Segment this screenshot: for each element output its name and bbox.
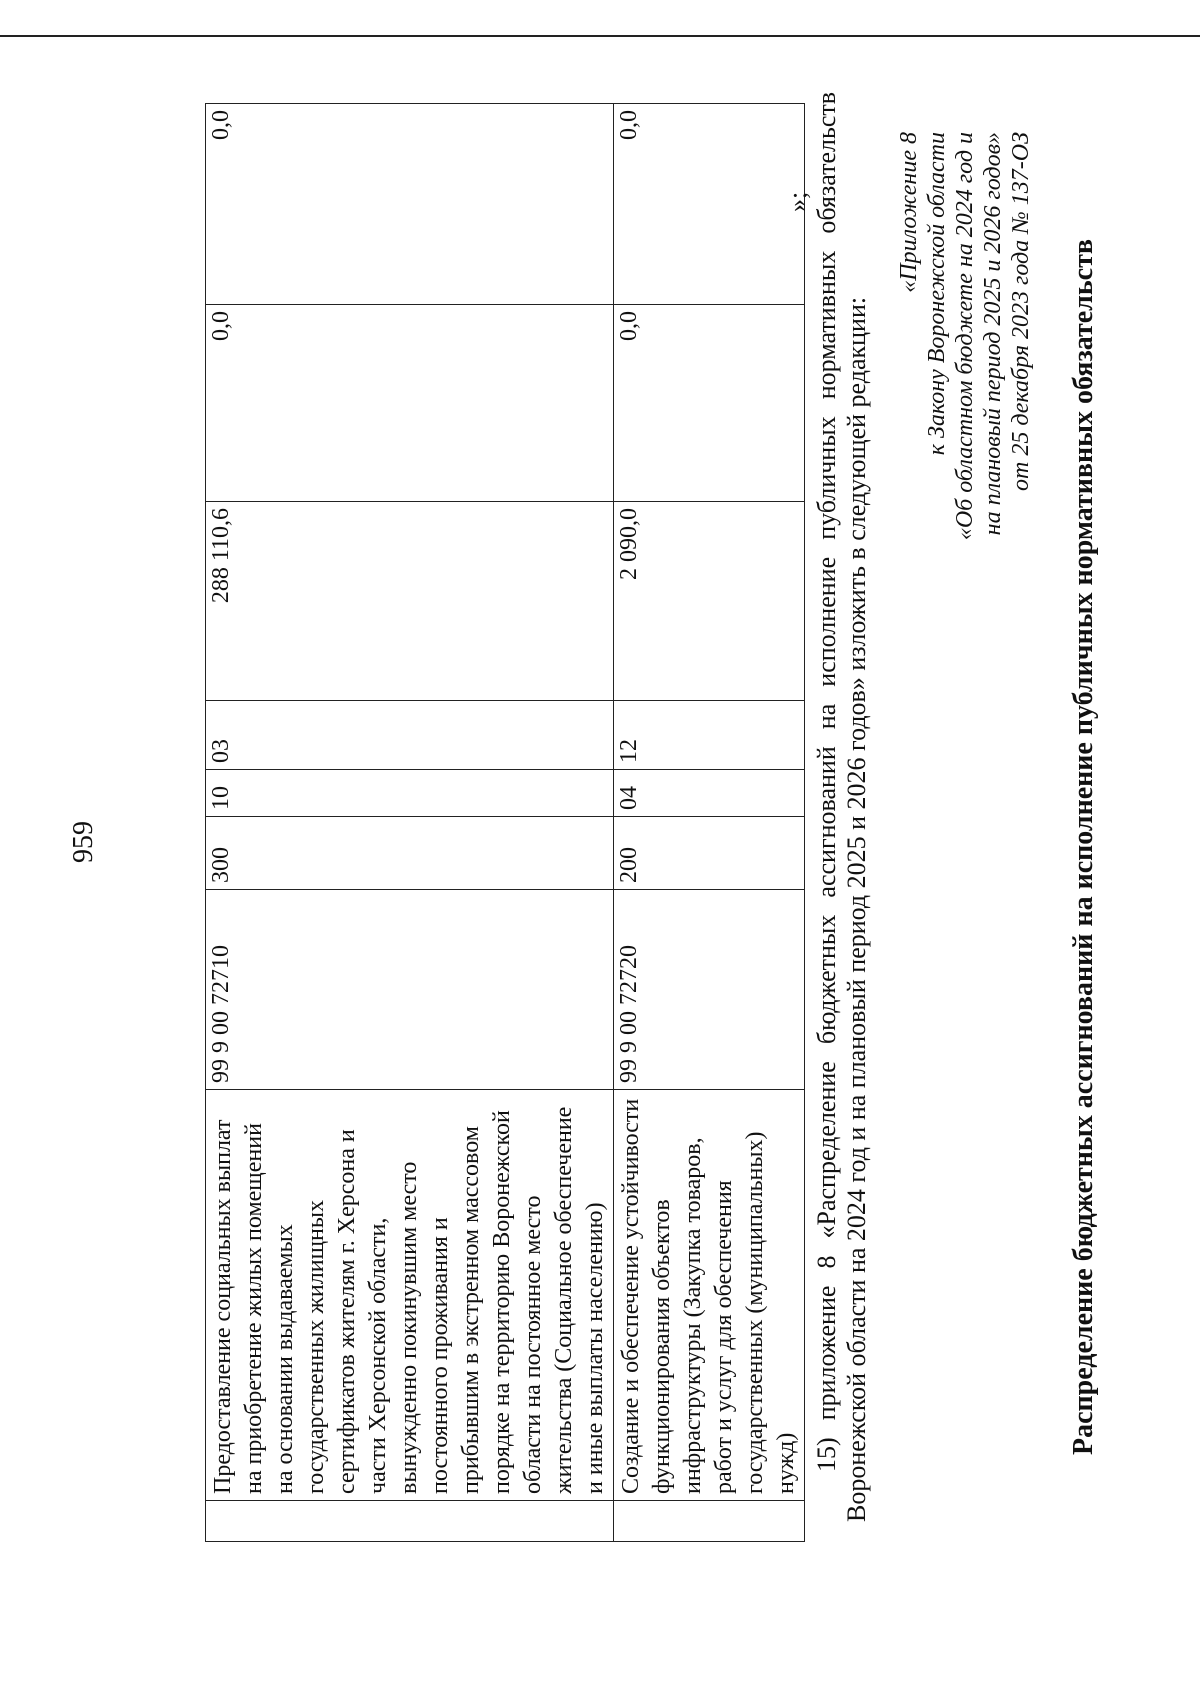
amount-2025: 0,0 bbox=[614, 305, 805, 502]
closing-quote: »; bbox=[783, 191, 812, 212]
amount-2024: 288 110,6 bbox=[206, 502, 614, 701]
amount-2024: 2 090,0 bbox=[614, 502, 805, 701]
target-article-code: 99 9 00 72710 bbox=[206, 890, 614, 1090]
annex-ref-line: «Приложение 8 bbox=[896, 132, 922, 293]
table-row bbox=[614, 104, 805, 1542]
amount-2026: 0,0 bbox=[206, 104, 614, 305]
amendment-paragraph bbox=[812, 92, 872, 1522]
amount-2025: 0,0 bbox=[206, 305, 614, 502]
target-article-code: 99 9 00 72720 bbox=[614, 890, 805, 1090]
annex-ref-line: на плановый период 2025 и 2026 годов» bbox=[980, 132, 1006, 536]
amount-2026: 0,0 bbox=[614, 104, 805, 305]
row-description: Создание и обеспечение устойчивости функционирования объектов инфраструктуры (Закупка товаров, работ и услуг для обеспечения государственных (муниципальных) нужд) bbox=[614, 1090, 805, 1501]
empty-cell bbox=[206, 1501, 614, 1542]
annex-ref-line: «Об областном бюджете на 2024 год и bbox=[952, 132, 978, 541]
page-number: 959 bbox=[68, 821, 99, 863]
document-title: Распределение бюджетных ассигнований на исполнение публичных нормативных обязательств bbox=[1068, 239, 1099, 1455]
expense-type-code: 300 bbox=[206, 817, 614, 890]
budget-table bbox=[205, 103, 805, 1542]
table-row bbox=[206, 104, 614, 1542]
subsection-code: 03 bbox=[206, 701, 614, 770]
row-description: Предоставление социальных выплат на приобретение жилых помещений на основании выдаваемых государственных жилищных сертификатов жителям г. Херсона и части Херсонской области, вынужденно покинувшим место постоянного проживания и прибывшим в экстренном массовом порядке на территорию Воронежской области на постоянное место жительства (Социальное обеспечение и иные выплаты населению) bbox=[206, 1090, 614, 1501]
section-code: 10 bbox=[206, 770, 614, 817]
annex-ref-line: к Закону Воронежской области bbox=[924, 132, 950, 456]
subsection-code: 12 bbox=[614, 701, 805, 770]
section-code: 04 bbox=[614, 770, 805, 817]
scan-edge-line bbox=[0, 35, 1200, 37]
expense-type-code: 200 bbox=[614, 817, 805, 890]
empty-cell bbox=[614, 1501, 805, 1542]
annex-reference bbox=[895, 132, 1035, 592]
amendment-text: 15) приложение 8 «Распределение бюджетных ассигнований на исполнение публичных нормативных обязательств Воронежской области на 2024 год и на плановый период 2025 и 2026 годов» изложить в следующей редакции: bbox=[812, 92, 871, 1522]
annex-ref-line: от 25 декабря 2023 года № 137-ОЗ bbox=[1008, 132, 1034, 491]
